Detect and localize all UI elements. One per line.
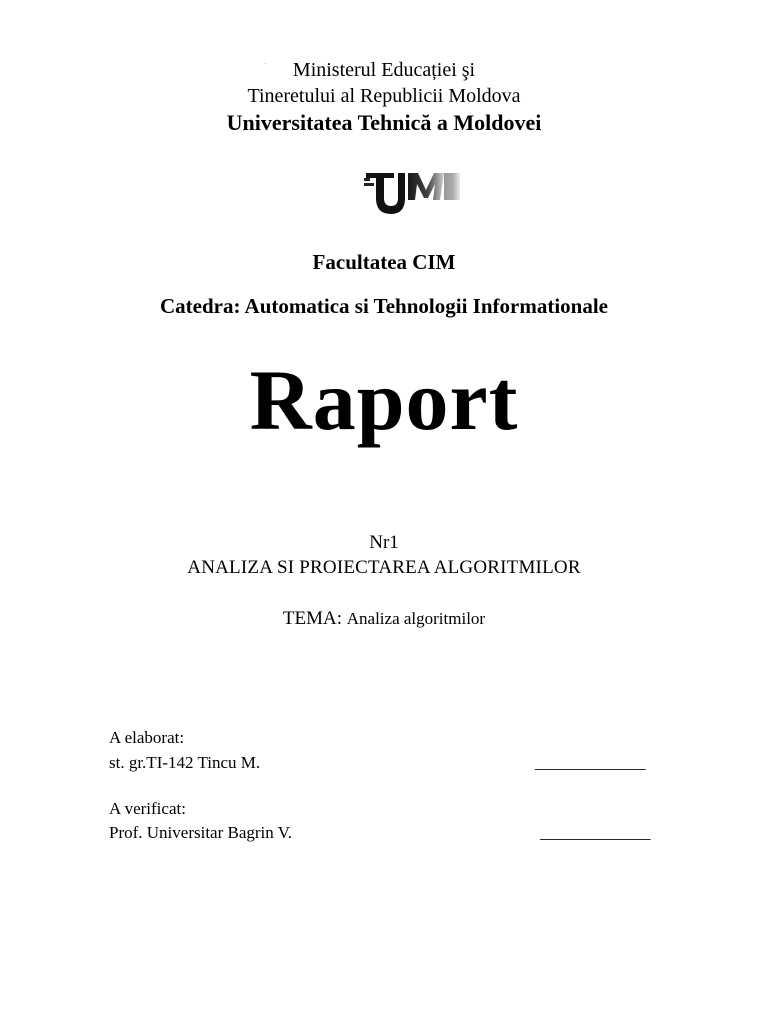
report-subject: ANALIZA SI PROIECTAREA ALGORITMILOR [187, 557, 581, 578]
report-tema [0, 608, 768, 630]
verificat-name: Prof. Universitar Bagrin V. [109, 823, 293, 842]
report-title: Raport [249, 352, 519, 448]
verificat-signature-line: _____________ [540, 823, 651, 842]
verificat-label: A verificat: [109, 799, 186, 818]
elaborat-name: st. gr.TI-142 Tincu M. [109, 753, 261, 772]
faculty-name: Facultatea CIM [312, 250, 456, 274]
ministry-line-2: Tineretului al Republicii Moldova [247, 85, 521, 107]
utm-logo-text: UTM [264, 64, 267, 65]
ministry-line-1: Ministerul Educației şi [292, 59, 476, 81]
university-name: Universitatea Tehnică a Moldovei [226, 110, 542, 135]
tema-label: TEMA: [282, 608, 343, 629]
elaborat-signature-line: _____________ [535, 753, 646, 772]
tema-value: Analiza algoritmilor [346, 609, 486, 628]
elaborat-label: A elaborat: [109, 728, 185, 747]
report-number: Nr1 [369, 532, 399, 553]
chair-name: Catedra: Automatica si Tehnologii Informationale [159, 294, 608, 318]
